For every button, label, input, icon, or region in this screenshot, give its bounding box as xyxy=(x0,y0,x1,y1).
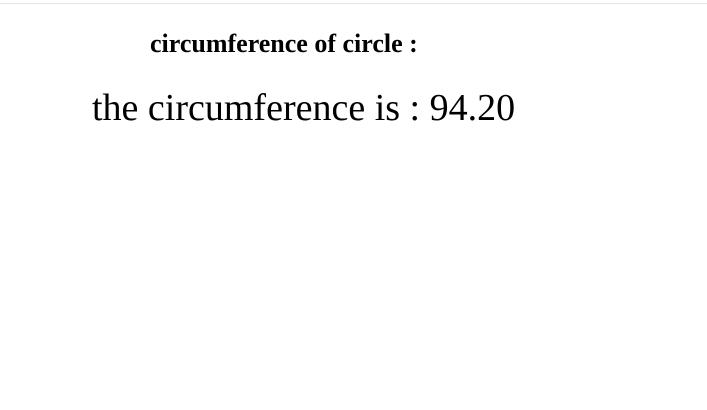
top-divider xyxy=(0,3,707,4)
page-heading: circumference of circle : xyxy=(150,29,418,58)
circumference-result-text: the circumference is : 94.20 xyxy=(92,87,516,129)
